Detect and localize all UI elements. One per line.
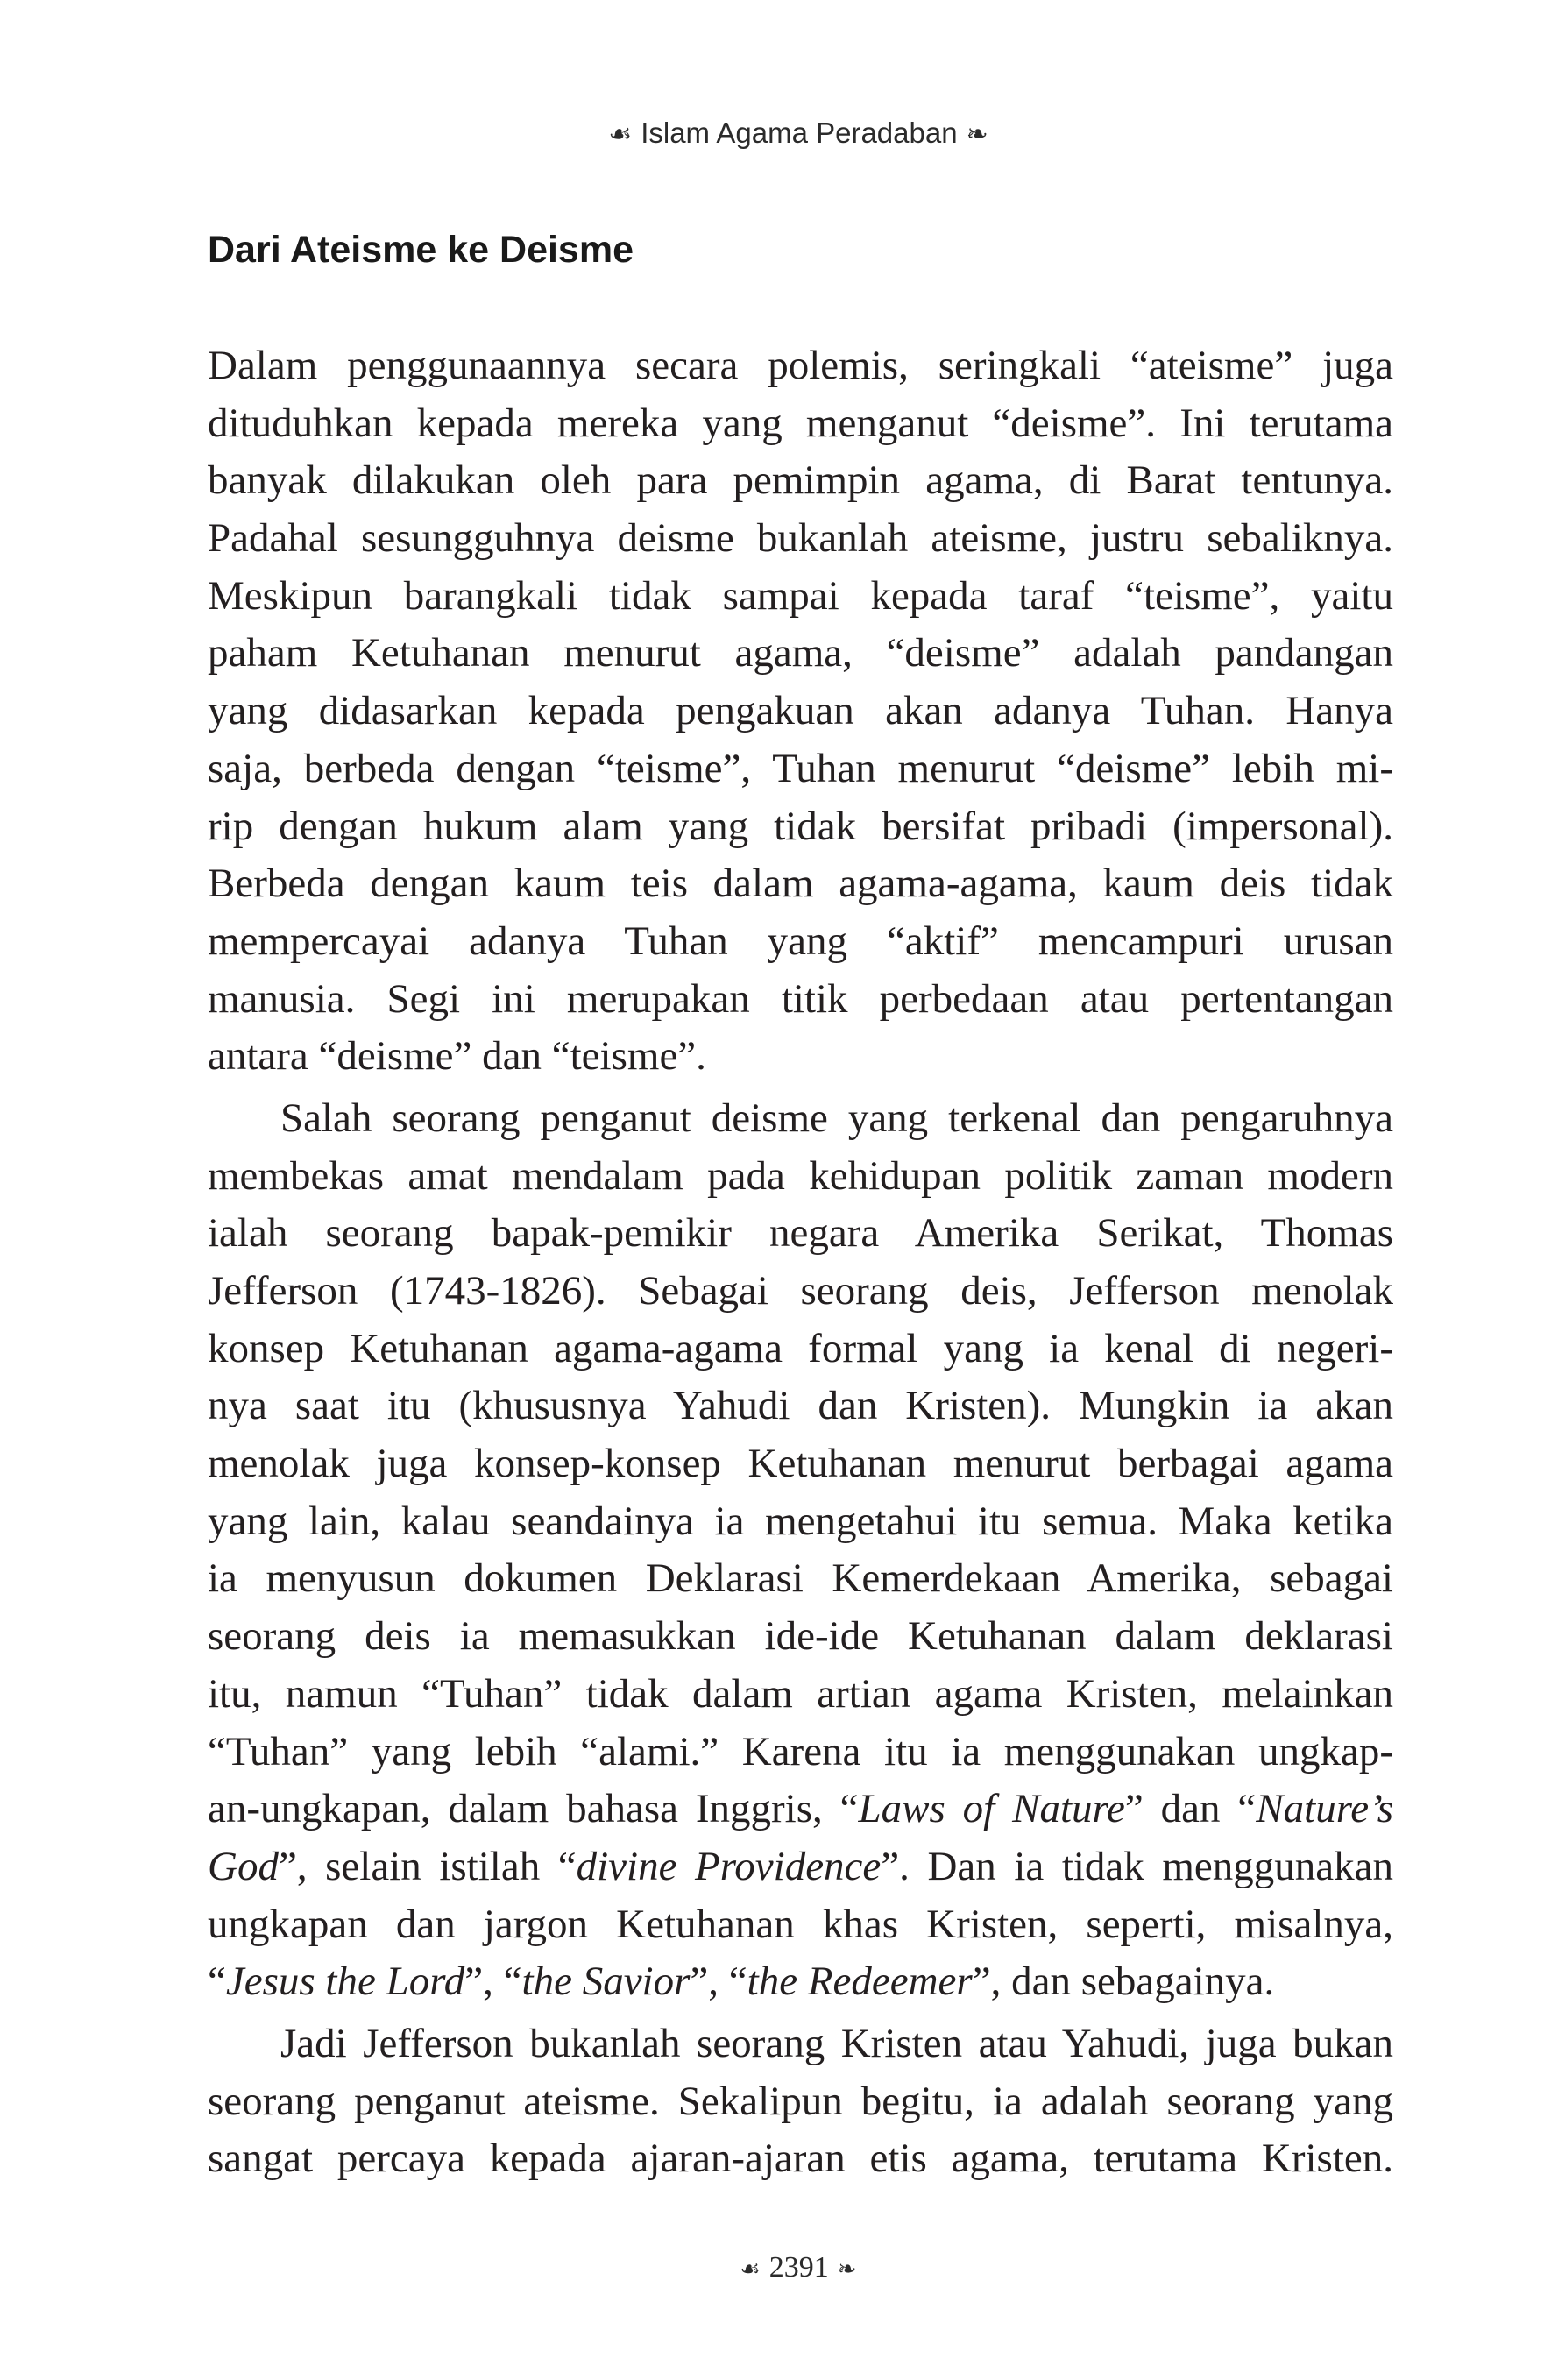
text-run: “	[208, 1959, 226, 2005]
text-line	[208, 1781, 1393, 1838]
text-line: itu, namun “Tuhan” tidak dalam artian agama Kristen, melainkan	[208, 1670, 1393, 1717]
text-line: rip dengan hukum alam yang tidak bersifat pribadi (impersonal).	[208, 803, 1393, 849]
text-run: ” dan “	[1124, 1786, 1257, 1832]
text-line: “Tuhan” yang lebih “alami.” Karena itu ia menggunakan ungkap-	[208, 1728, 1393, 1774]
paragraph	[208, 1090, 1393, 2011]
fleuron-right-icon	[967, 116, 988, 154]
text-line: seorang penganut ateisme. Sekalipun begitu, ia adalah seorang yang	[208, 2078, 1393, 2124]
text-line	[208, 1838, 1393, 1896]
italic-term: Laws of Nature	[858, 1786, 1125, 1832]
text-run: ”, “	[690, 1959, 747, 2005]
text-run: an-ungkapan, dalam bahasa Inggris, “	[208, 1786, 859, 1832]
body-text	[208, 337, 1393, 2188]
text-line: Berbeda dengan kaum teis dalam agama-agama, kaum deis tidak	[208, 861, 1393, 907]
text-line: paham Ketuhanan menurut agama, “deisme” adalah pandangan	[208, 630, 1393, 676]
text-line: seorang deis ia memasukkan ide-ide Ketuhanan dalam deklarasi	[208, 1613, 1393, 1660]
italic-term: the Redeemer	[747, 1959, 973, 2005]
text-line: Jefferson (1743-1826). Sebagai seorang deis, Jefferson menolak	[208, 1268, 1393, 1314]
text-line: konsep Ketuhanan agama-agama formal yang ia kenal di negeri-	[208, 1325, 1393, 1371]
italic-term: Jesus the Lord	[225, 1959, 465, 2005]
text-line: menolak juga konsep-konsep Ketuhanan menurut berbagai agama	[208, 1441, 1393, 1487]
fleuron-right-icon	[838, 2250, 857, 2289]
text-line: ialah seorang bapak-pemikir negara Amerika Serikat, Thomas	[208, 1210, 1393, 1257]
text-run: ”, selain istilah “	[278, 1843, 577, 1889]
section-heading: Dari Ateisme ke Deisme	[208, 229, 634, 271]
italic-term: God	[208, 1843, 279, 1889]
text-line: manusia. Segi ini merupakan titik perbedaan atau pertentangan	[208, 975, 1393, 1022]
text-run: ”. Dan ia tidak menggunakan	[881, 1843, 1393, 1889]
text-line: dituduhkan kepada mereka yang menganut “deisme”. Ini terutama	[208, 400, 1393, 446]
paragraph	[208, 2015, 1393, 2188]
text-line: mempercayai adanya Tuhan yang “aktif” mencampuri urusan	[208, 917, 1393, 964]
text-line: yang lain, kalau seandainya ia mengetahui itu semua. Maka ketika	[208, 1498, 1393, 1544]
italic-term: divine Providence	[576, 1843, 882, 1889]
text-line: membekas amat mendalam pada kehidupan politik zaman modern	[208, 1152, 1393, 1199]
text-line: banyak dilakukan oleh para pemimpin agama, di Barat tentunya.	[208, 457, 1393, 504]
page-number: 2391	[768, 2251, 829, 2284]
paragraph	[208, 337, 1393, 1086]
text-run: ”, dan sebagainya.	[972, 1959, 1275, 2005]
italic-term: the Savior	[521, 1959, 691, 2005]
text-line: Salah seorang penganut deisme yang terkenal dan pengaruhnya	[280, 1094, 1393, 1141]
text-line: Jadi Jefferson bukanlah seorang Kristen atau Yahudi, juga bukan	[280, 2020, 1393, 2066]
fleuron-left-icon	[608, 116, 632, 154]
text-line: Meskipun barangkali tidak sampai kepada taraf “teisme”, yaitu	[208, 572, 1393, 619]
page-footer	[0, 2249, 1551, 2289]
text-line: Padahal sesungguhnya deisme bukanlah ateisme, justru sebaliknya.	[208, 515, 1393, 562]
text-line: Dalam penggunaannya secara polemis, seringkali “ateisme” juga	[208, 343, 1393, 388]
text-line: ia menyusun dokumen Deklarasi Kemerdekaan Amerika, sebagai	[208, 1555, 1393, 1602]
italic-term: Nature’s	[1256, 1786, 1393, 1832]
text-line: sangat percaya kepada ajaran-ajaran etis agama, terutama Kristen.	[208, 2136, 1393, 2182]
text-line: yang didasarkan kepada pengakuan akan adanya Tuhan. Hanya	[208, 688, 1393, 734]
fleuron-left-icon	[740, 2250, 760, 2289]
book-title: Islam Agama Peradaban	[641, 117, 958, 149]
text-line: saja, berbeda dengan “teisme”, Tuhan menurut “deisme” lebih mi-	[208, 745, 1393, 791]
text-line: nya saat itu (khususnya Yahudi dan Kristen). Mungkin ia akan	[208, 1383, 1393, 1429]
text-line: ungkapan dan jargon Ketuhanan khas Kristen, seperti, misalnya,	[208, 1901, 1393, 1947]
text-line	[208, 1953, 1393, 2011]
text-line: antara “deisme” dan “teisme”.	[208, 1033, 706, 1080]
running-header	[0, 114, 1551, 154]
text-run: ”, “	[464, 1959, 522, 2005]
